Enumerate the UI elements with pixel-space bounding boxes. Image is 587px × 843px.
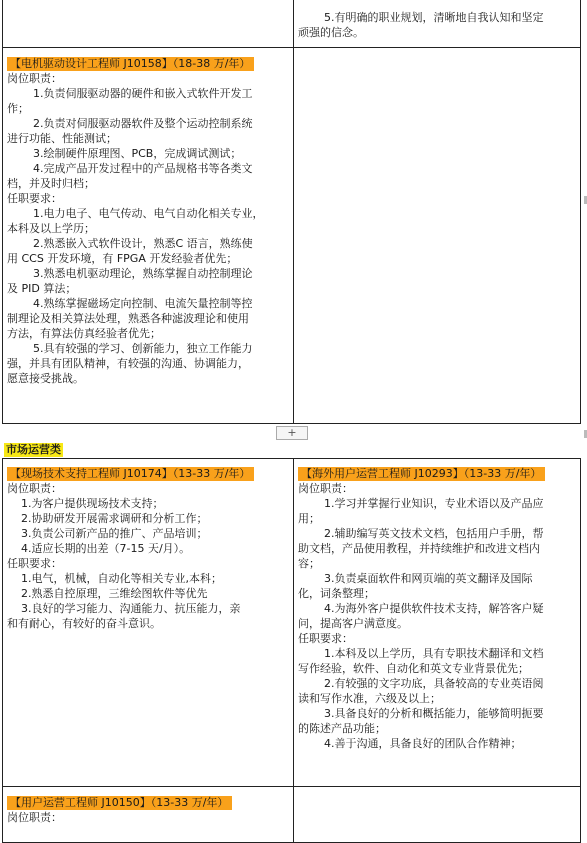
text-line: 1.为客户提供现场技术支持； [21,497,164,510]
text-line: 3.负责桌面软件和网页端的英文翻译及国际 [324,572,533,585]
table-cell [294,48,581,424]
text-line: 4.善于沟通，具备良好的团队合作精神； [324,737,522,750]
section-title: 市场运营类 [6,443,61,456]
job-table-upper [2,0,581,424]
duty-label: 岗位职责： [7,482,62,495]
duty-list [7,496,289,556]
text-line: 用； [298,512,320,525]
text-line: 问，提高客户满意度。 [298,617,408,630]
text-line: 4.为海外客户提供软件技术支持，解答客户疑 [324,602,544,615]
text-line: 2.协助研发开展需求调研和分析工作； [21,512,208,525]
text-line: 2.辅助编写英文技术文档，包括用户手册，帮 [324,527,544,540]
text-line: 4.适应长期的出差（7-15 天/月）。 [21,542,191,555]
req-list [7,571,289,631]
text-line: 顽强的信念。 [298,26,364,39]
text-line: 1.学习并掌握行业知识，专业术语以及产品应 [324,497,544,510]
text-line: 及 PID 算法； [7,282,77,295]
table-cell [3,0,294,48]
text-line: 方法，有算法仿真经验者优先； [7,327,161,340]
text-line: 愿意接受挑战。 [7,372,84,385]
text-line: 制理论及相关算法处理，熟悉各种滤波理论和使用 [7,312,249,325]
job-title-overseas: 【海外用户运营工程师 J10293】（13-33 万/年） [298,467,545,481]
req-list [7,206,289,386]
text-line: 的陈述产品功能； [298,722,386,735]
req-label: 任职要求： [298,632,353,645]
job-title-user-ops: 【用户运营工程师 J10150】（13-33 万/年） [7,796,232,810]
job-cell-motor [3,48,294,424]
duty-list [298,496,576,631]
duty-label: 岗位职责： [298,482,353,495]
text-line: 3.具备良好的分析和概括能力，能够简明扼要 [324,707,544,720]
table-row [3,459,581,787]
text-line: 本科及以上学历； [7,222,95,235]
table-cell [294,0,581,48]
job-title-motor: 【电机驱动设计工程师 J10158】（18-38 万/年） [7,57,254,71]
text-line: 2.负责对伺服驱动器软件及整个运动控制系统 [33,117,253,130]
text-line: 作； [7,102,29,115]
text-line: 3.负责公司新产品的推广、产品培训； [21,527,208,540]
text-line: 4.熟练掌握磁场定向控制、电流矢量控制等控 [33,297,253,310]
text-line: 1.负责伺服驱动器的硬件和嵌入式软件开发工 [33,87,253,100]
add-row-button[interactable]: + [276,426,308,440]
job-table-lower [2,458,581,843]
text-line: 和有耐心，有较好的奋斗意识。 [7,617,161,630]
text-line: 强，并具有团队精神，有较强的沟通、协调能力， [7,357,249,370]
req-list [298,646,576,751]
job-cell-user-ops [3,787,294,843]
text-line: 5.有明确的职业规划，清晰地自我认知和坚定 [324,11,544,24]
text-line: 读和写作水准，六级及以上； [298,692,441,705]
text-line: 1.电气，机械，自动化等相关专业,本科； [21,572,222,585]
text-line: 1.本科及以上学历，具有专职技术翻译和文档 [324,647,544,660]
req-label: 任职要求： [7,192,62,205]
req-label: 任职要求： [7,557,62,570]
text-line: 2.熟悉自控原理，三维绘图软件等优先 [21,587,208,600]
text-line: 进行功能、性能测试； [7,132,117,145]
text-line: 用 CCS 开发环境，有 FPGA 开发经验者优先； [7,252,238,265]
text-line: 2.熟悉嵌入式软件设计，熟悉C 语言，熟练使 [33,237,253,250]
text-line: 档，并及时归档； [7,177,95,190]
text-line: 容； [298,557,320,570]
duty-list [7,86,289,191]
text-line: 化，词条整理； [298,587,375,600]
job-title-field: 【现场技术支持工程师 J10174】（13-33 万/年） [7,467,254,481]
table-row [3,0,581,48]
text-line: 3.熟悉电机驱动理论，熟练掌握自动控制理论 [33,267,253,280]
job-cell-field [3,459,294,787]
text-line: 写作经验，软件、自动化和英文专业背景优先； [298,662,529,675]
text-line: 3.良好的学习能力、沟通能力、抗压能力，亲 [21,602,241,615]
text-line: 3.绘制硬件原理图、PCB，完成调试测试； [33,147,242,160]
text-line: 4.完成产品开发过程中的产品规格书等各类文 [33,162,253,175]
text-line: 2.有较强的文字功底，具备较高的专业英语阅 [324,677,544,690]
text-line: 1.电力电子、电气传动、电气自动化相关专业， [33,207,264,220]
table-row [3,48,581,424]
duty-label: 岗位职责： [7,811,62,824]
duty-label: 岗位职责： [7,72,62,85]
text-line: 助文档，产品使用教程，并持续维护和改进文档内 [298,542,540,555]
table-row [3,787,581,843]
table-cell [294,787,581,843]
text-line: 5.具有较强的学习、创新能力，独立工作能力 [33,342,253,355]
job-cell-overseas [294,459,581,787]
